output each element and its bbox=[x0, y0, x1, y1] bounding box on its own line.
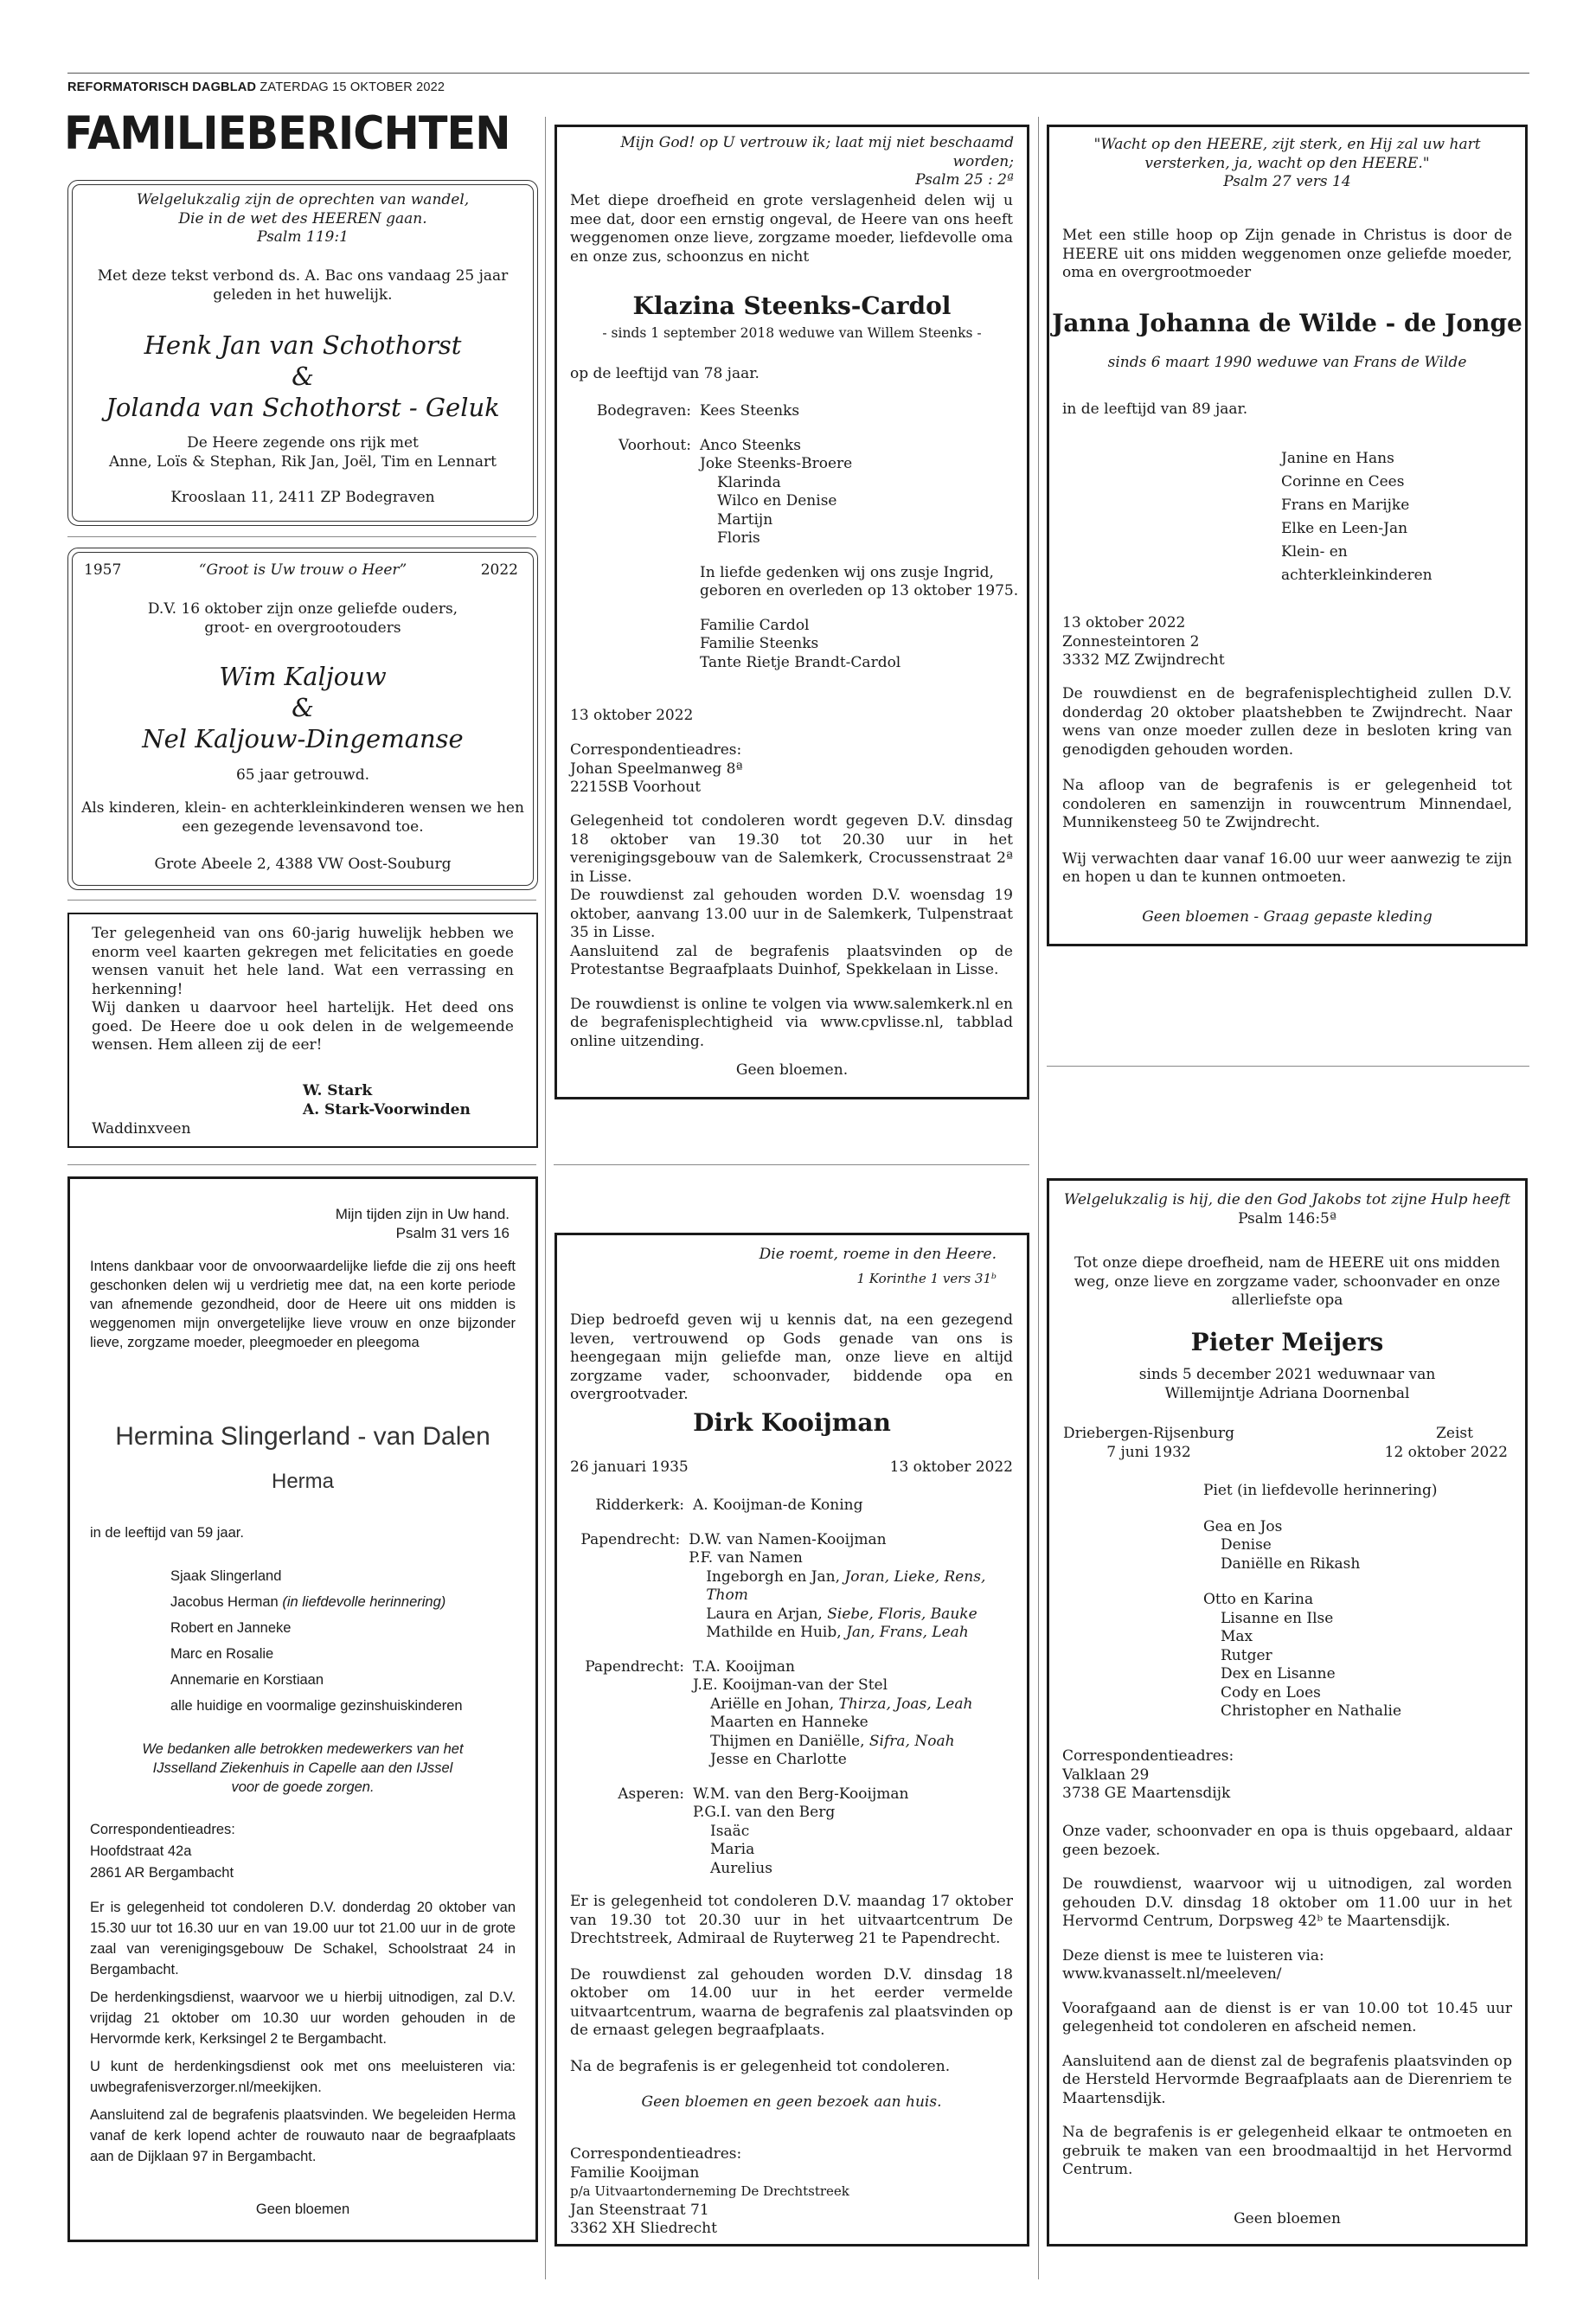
blessing: De Heere zegende ons rijk met Anne, Loïs & Stephan, Rik Jan, Joël, Tim en Lennart bbox=[109, 434, 497, 471]
year-end: 2022 bbox=[480, 561, 518, 579]
address: Krooslaan 11, 2411 ZP Bodegraven bbox=[170, 489, 435, 506]
arrangements: Onze vader, schoonvader en opa is thuis opgebaard, aldaar geen bezoek. De rouwdienst, waarvoor wij u uitnodigen, zal worden gehouden D.V. dinsdag 18 oktober om 11.00 uur in het Hervormd Centrum, Dorpsweg 42ᵇ te Maartensdijk. Deze dienst is mee te luisteren via: www.kvanasselt.nl/meeleven/ Voorafgaand aan de dienst is er van 10.00 tot 10.45 uur gelegenheid tot condoleren en afscheid nemen. Aansluitend aan de dienst zal de begrafenis plaatsvinden op de Hersteld Hervormde Begraafplaats aan de Dierenriem te Maartensdijk. Na de begrafenis is er gelegenheid elkaar te ontmoeten en gebruik te maken van een broodmaaltijd in het Hervormd Centrum. bbox=[1062, 1823, 1512, 2178]
widow-note: - sinds 1 september 2018 weduwe van Willem Steenks - bbox=[602, 325, 982, 341]
verse: Die roemt, roeme in den Heere. 1 Korinthe 1 vers 31ᵇ bbox=[759, 1246, 997, 1286]
wish: Als kinderen, klein- en achterkleinkinderen wensen we hen een gezegende levensavond toe. bbox=[81, 799, 524, 836]
thanks: We bedanken alle betrokken medewerkers van het IJsselland Ziekenhuis in Capelle aan den IJssel voor de goede zorgen. bbox=[142, 1741, 464, 1795]
verse: "Wacht op den HEERE, zijt sterk, en Hij zal uw hart versterken, ja, wacht op den HEERE." Psalm 27 vers 14 bbox=[1093, 136, 1481, 190]
arrangements: Gelegenheid tot condoleren wordt gegeven D.V. dinsdag 18 oktober van 19.30 tot 20.30 uur in het verenigingsgebouw van de Salemkerk, Crocussenstraat 2ª in Lisse. De rouwdienst zal gehouden worden D.V. woensdag 19 oktober, aanvang 13.00 uur in de Salemkerk, Tulpenstraat 35 in Lisse. Aansluitend zal de begrafenis plaatsvinden op de Protestantse Begraafplaats Duinhof, Spekkelaan in Lisse. De rouwdienst is online te volgen via www.salemkerk.nl en de begrafenisplechtigheid via www.cpvlisse.nl, tabblad online uitzending. bbox=[570, 812, 1013, 1050]
intro: Met diepe droefheid en grote verslagenheid delen wij u mee dat, door een ernstig ongeval, de Heere van ons heeft weggenomen onze lieve, zorgzame moeder, liefdevolle oma en onze zus, schoonzus en nicht bbox=[570, 192, 1013, 266]
intro: Tot onze diepe droefheid, nam de HEERE uit ons midden weg, onze lieve en zorgzame vader, schoonvader en onze allerliefste opa bbox=[1074, 1254, 1501, 1309]
deceased-name: Hermina Slingerland - van Dalen bbox=[115, 1422, 490, 1451]
ad-obituary-slingerland bbox=[67, 1176, 538, 2242]
separator bbox=[554, 1164, 1029, 1165]
separator bbox=[67, 900, 536, 901]
motto: “Groot is Uw trouw o Heer” bbox=[198, 561, 407, 579]
intro: Met deze tekst verbond ds. A. Bac ons vandaag 25 jaar geleden in het huwelijk. bbox=[97, 267, 509, 304]
family-list: Ridderkerk: A. Kooijman-de Koning Papendrecht: D.W. van Namen-Kooijman P.F. van Namen Ingeborgh en Jan, Joran, Lieke, Rens, Thom Laura en Arjan, Siebe, Floris, Bauke Mathilde en Huib, Jan, Frans, Leah Papendrecht: T.A. Kooijman J.E. Kooijman-van der Stel Ariëlle en Johan, Thirza, Joas, Leah Maarten en Hanneke Thijmen en Daniëlle, Sifra, Noah Jesse en Charlotte Asperen: W.M. van den Berg-Kooijman P.G.I. van den Berg Isaäc Maria Aurelius bbox=[580, 1497, 986, 1877]
age: in de leeftijd van 89 jaar. bbox=[1062, 401, 1248, 418]
thanks-text: Ter gelegenheid van ons 60-jarig huwelijk hebben we enorm veel kaarten gekregen met felicitaties en goede wensen vanuit het hele land. Wat een verrassing en herkenning! Wij danken u daarvoor heel hartelijk. Het deed ons goed. De Heere doe u ook delen in de welgemeende wensen. Hem alleen zij de eer! bbox=[92, 925, 514, 1054]
couple-names: Henk Jan van Schothorst & Jolanda van Schothorst - Geluk bbox=[106, 330, 500, 422]
family-list: Janine en Hans Corinne en Cees Frans en Marijke Elke en Leen-Jan Klein- en achterkleinkinderen bbox=[1281, 450, 1433, 584]
family-list: Piet (in liefdevolle herinnering) Gea en Jos Denise Daniëlle en Rikash Otto en Karina Lisanne en Ilse Max Rutger Dex en Lisanne Cody en Loes Christopher en Nathalie bbox=[1203, 1482, 1438, 1720]
correspondence: Correspondentieadres: Hoofdstraat 42a 2861 AR Bergambacht bbox=[90, 1822, 235, 1881]
birth-date: 26 januari 1935 bbox=[570, 1458, 689, 1476]
family-list: Sjaak Slingerland Jacobus Herman (in liefdevolle herinnering) Robert en Janneke Marc en Rosalie Annemarie en Korstiaan alle huidige en voormalige gezinshuiskinderen bbox=[170, 1568, 463, 1714]
ad-anniversary-schothorst bbox=[67, 180, 538, 526]
year-start: 1957 bbox=[84, 561, 122, 579]
address: 13 oktober 2022 Zonnesteintoren 2 3332 MZ Zwijndrecht bbox=[1062, 614, 1225, 669]
deceased-name: Pieter Meijers bbox=[1190, 1328, 1384, 1356]
signatures: W. Stark A. Stark-Voorwinden bbox=[303, 1082, 471, 1118]
birth-info: Driebergen-Rijsenburg 7 juni 1932 bbox=[1062, 1425, 1235, 1461]
intro: D.V. 16 oktober zijn onze geliefde ouders, groot- en overgrootouders bbox=[147, 600, 458, 637]
verse: Mijn God! op U vertrouw ik; laat mij niet beschaamd worden; Psalm 25 : 2ª bbox=[620, 134, 1014, 189]
deceased-name: Janna Johanna de Wilde - de Jonge bbox=[1052, 309, 1522, 337]
intro: Intens dankbaar voor de onvoorwaardelijke liefde die zij ons heeft geschonken delen wij u verdrietig mee dat, na een korte periode van afnemende gezondheid, door de Heere uit ons midden is weggenomen mijn onvergetelijke lieve vrouw en onze bijzonder lieve, zorgzame moeder, pleegmoeder en pleegoma bbox=[90, 1259, 516, 1350]
place: Waddinxveen bbox=[92, 1120, 191, 1138]
age: op de leeftijd van 78 jaar. bbox=[570, 365, 760, 382]
verse: Welgelukzalig zijn de oprechten van wandel, Die in de wet des HEEREN gaan. Psalm 119:1 bbox=[136, 191, 470, 246]
no-flowers: Geen bloemen bbox=[255, 2202, 350, 2217]
correspondence: Correspondentieadres: Johan Speelmanweg 8ª 2215SB Voorhout bbox=[570, 741, 743, 796]
arrangements: Er is gelegenheid tot condoleren D.V. maandag 17 oktober van 19.30 tot 20.30 uur in het uitvaartcentrum De Drechtstreek, Admiraal de Ruyterweg 21 te Papendrecht. De rouwdienst zal gehouden worden D.V. dinsdag 18 oktober om 14.00 uur in het eerder vermelde uitvaartcentrum, waarna de begrafenis zal plaatsvinden op de ernaast gelegen begraafplaats. Na de begrafenis is er gelegenheid tot condoleren. Geen bloemen en geen bezoek aan huis. bbox=[570, 1893, 1013, 2111]
separator bbox=[67, 1164, 536, 1165]
death-info: Zeist 12 oktober 2022 bbox=[1384, 1425, 1508, 1461]
no-flowers: Geen bloemen. bbox=[735, 1061, 849, 1079]
years-married: 65 jaar getrouwd. bbox=[235, 766, 370, 784]
ad-obituary-meijers bbox=[1047, 1178, 1528, 2247]
correspondence: Correspondentieadres: Valklaan 29 3738 GE Maartensdijk bbox=[1062, 1747, 1234, 1802]
ad-obituary-de-wilde bbox=[1047, 125, 1528, 946]
no-flowers: Geen bloemen bbox=[1234, 2210, 1341, 2227]
intro: Diep bedroefd geven wij u kennis dat, na een gezegend leven, vertrouwend op Gods genade van ons is heengegaan mijn geliefde man, onze lieve en altijd zorgzame vader, schoonvader, biddende opa en overgrootvader. bbox=[570, 1311, 1013, 1403]
ad-obituary-kooijman bbox=[554, 1233, 1029, 2247]
intro: Met een stille hoop op Zijn genade in Christus is door de HEERE uit ons midden weggenomen onze geliefde moeder, oma en overgrootmoeder bbox=[1062, 227, 1512, 281]
widow-note: sinds 6 maart 1990 weduwe van Frans de Wilde bbox=[1107, 354, 1467, 371]
ad-anniversary-kaljouw bbox=[67, 548, 538, 890]
deceased-name: Klazina Steenks-Cardol bbox=[632, 292, 952, 320]
column-divider bbox=[1038, 117, 1039, 2279]
family-list: Bodegraven: Kees Steenks Voorhout: Anco Steenks Joke Steenks-Broere Klarinda Wilco en Denise Martijn Floris In liefde gedenken wij ons zusje Ingrid, geboren en overleden op 13 oktober 1975. Familie Cardol Familie Steenks Tante Rietje Brandt-Cardol bbox=[596, 402, 1019, 671]
ad-thanks-stark bbox=[67, 913, 538, 1148]
ad-obituary-steenks bbox=[554, 125, 1029, 1099]
issue-date: ZATERDAG 15 OKTOBER 2022 bbox=[260, 80, 445, 94]
section-title: FAMILIEBERICHTEN bbox=[64, 107, 510, 160]
death-date: 13 oktober 2022 bbox=[889, 1458, 1013, 1476]
separator bbox=[1047, 1066, 1529, 1067]
column-divider bbox=[545, 117, 546, 2279]
deceased-name: Dirk Kooijman bbox=[693, 1408, 891, 1437]
correspondence: Correspondentieadres: Familie Kooijman p/a Uitvaartonderneming De Drechtstreek Jan Steenstraat 71 3362 XH Sliedrecht bbox=[570, 2145, 849, 2237]
couple-names: Wim Kaljouw & Nel Kaljouw-Dingemanse bbox=[142, 662, 464, 753]
nickname: Herma bbox=[271, 1470, 334, 1493]
widower-note: sinds 5 december 2021 weduwnaar van Willemijntje Adriana Doornenbal bbox=[1138, 1366, 1436, 1402]
age: in de leeftijd van 59 jaar. bbox=[90, 1525, 244, 1541]
verse: Mijn tijden zijn in Uw hand. Psalm 31 vers 16 bbox=[335, 1206, 510, 1241]
header-rule bbox=[67, 73, 1529, 74]
separator bbox=[67, 536, 536, 537]
dress-note: Geen bloemen - Graag gepaste kleding bbox=[1142, 908, 1433, 926]
masthead bbox=[67, 80, 445, 94]
arrangements: De rouwdienst en de begrafenisplechtigheid zullen D.V. donderdag 20 oktober plaatshebben te Zwijndrecht. Naar wens van onze moeder zullen deze in besloten kring van genodigden gehouden worden. Na afloop van de begrafenis is er gelegenheid tot condoleren en samenzijn in rouwcentrum Minnendael, Munnikensteeg 50 te Zwijndrecht. Wij verwachten daar vanaf 16.00 uur weer aanwezig te zijn en hopen u dan te kunnen ontmoeten. bbox=[1062, 685, 1512, 886]
date: 13 oktober 2022 bbox=[570, 707, 694, 724]
address: Grote Abeele 2, 4388 VW Oost-Souburg bbox=[154, 856, 452, 873]
arrangements: Er is gelegenheid tot condoleren D.V. donderdag 20 oktober van 15.30 uur tot 16.30 uur en van 19.00 uur tot 21.00 uur in de grote zaal van verenigingsgebouw De Schakel, Schoolstraat 24 in Bergambacht. De herdenkingsdienst, waarvoor we u hierbij uitnodigen, zal D.V. vrijdag 21 oktober om 10.30 uur worden gehouden in de Hervormde kerk, Kerksingel 2 te Bergambacht. U kunt de herdenkingsdienst ook met ons meeluisteren via: uwbegrafenisverzorger.nl/meekijken. Aansluitend zal de begrafenis plaatsvinden. We begeleiden Herma vanaf de kerk lopend achter de rouwauto naar de begraafplaats aan de Dijklaan 97 in Bergambacht. bbox=[90, 1900, 516, 2164]
verse: Welgelukzalig is hij, die den God Jakobs tot zijne Hulp heeft Psalm 146:5ª bbox=[1063, 1191, 1511, 1227]
paper-name: REFORMATORISCH DAGBLAD bbox=[67, 80, 257, 94]
